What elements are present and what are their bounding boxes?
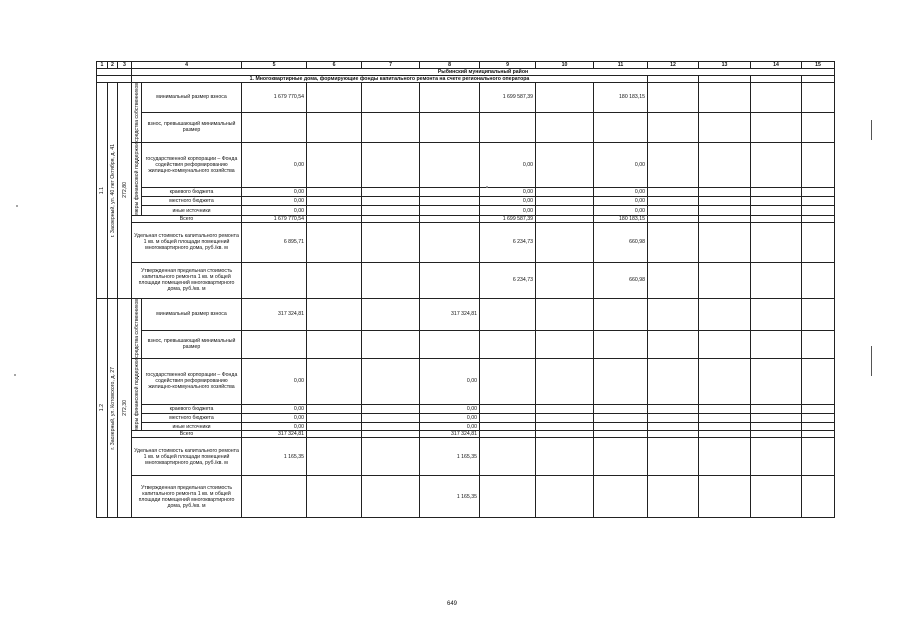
house-address-cell (108, 298, 118, 518)
column-number: 8 (420, 62, 480, 69)
table-cell (480, 112, 536, 142)
table-cell (536, 83, 594, 113)
table-row (97, 422, 835, 431)
table-cell (536, 476, 594, 518)
table-row (97, 405, 835, 414)
table-cell (699, 187, 751, 196)
row-label: взнос, превышающий минимальный размер (142, 112, 242, 142)
column-number: 6 (307, 62, 362, 69)
section-title: 1. Многоквартирные дома, формирующие фонды капитального ремонта на счете регионального оператора (132, 76, 648, 83)
table-cell (802, 112, 835, 142)
table-cell (751, 431, 802, 438)
value-cell: 0,00 (420, 414, 480, 423)
scan-mark (871, 120, 872, 140)
house-address-cell (108, 83, 118, 299)
value-cell: 0,00 (594, 187, 648, 196)
value-cell: 180 183,15 (594, 215, 648, 222)
value-cell: 317 324,81 (242, 431, 307, 438)
table-cell (307, 476, 362, 518)
table-cell (362, 187, 420, 196)
house-number: 1.2 (99, 404, 105, 412)
table-cell (362, 222, 420, 262)
value-cell (420, 262, 480, 298)
row-label: краевого бюджета (142, 187, 242, 196)
table-cell (307, 83, 362, 113)
table-cell (536, 358, 594, 405)
table-cell (751, 142, 802, 187)
table-cell (420, 330, 480, 358)
value-cell: 0,00 (420, 405, 480, 414)
table-cell (536, 222, 594, 262)
column-number: 12 (648, 62, 699, 69)
table-cell (307, 187, 362, 196)
table-cell (648, 476, 699, 518)
house-number-cell (97, 298, 108, 518)
table-row (97, 197, 835, 206)
table-cell (699, 262, 751, 298)
support-group-label: меры финансовой поддержки (134, 142, 140, 215)
house-number: 1.1 (99, 186, 105, 194)
value-cell: 1 165,35 (420, 438, 480, 476)
table-cell (307, 298, 362, 330)
column-number: 2 (108, 62, 118, 69)
value-cell (480, 414, 536, 423)
value-cell: 1 165,35 (242, 438, 307, 476)
table-cell (751, 83, 802, 113)
table-cell (802, 187, 835, 196)
table-cell (751, 262, 802, 298)
column-number: 13 (699, 62, 751, 69)
table-cell (648, 438, 699, 476)
table-cell (648, 358, 699, 405)
value-cell (480, 358, 536, 405)
column-number: 11 (594, 62, 648, 69)
table-cell (699, 405, 751, 414)
table-cell (648, 405, 699, 414)
value-cell: 0,00 (480, 206, 536, 215)
section-row (97, 76, 835, 83)
value-cell: 0,00 (594, 206, 648, 215)
value-cell: 0,00 (242, 206, 307, 215)
table-cell (751, 298, 802, 330)
table-cell (751, 358, 802, 405)
table-cell (802, 215, 835, 222)
table-cell (802, 206, 835, 215)
table-cell (802, 330, 835, 358)
table-cell (699, 222, 751, 262)
scan-speck (14, 374, 16, 376)
value-cell: 6 234,73 (480, 262, 536, 298)
value-cell (480, 298, 536, 330)
row-label: местного бюджета (142, 414, 242, 423)
table-cell (536, 422, 594, 431)
table-row (97, 142, 835, 187)
table-row (97, 358, 835, 405)
row-label: минимальный размер взноса (142, 83, 242, 113)
value-cell: 0,00 (242, 197, 307, 206)
support-group-label: меры финансовой поддержки (134, 358, 140, 431)
table-cell (699, 298, 751, 330)
row-label: Всего (132, 215, 242, 222)
value-cell: 660,98 (594, 222, 648, 262)
table-cell (648, 206, 699, 215)
table-cell (699, 112, 751, 142)
value-cell (480, 422, 536, 431)
value-cell: 317 324,81 (420, 298, 480, 330)
value-cell (420, 142, 480, 187)
table-cell (536, 405, 594, 414)
value-cell (420, 197, 480, 206)
scan-speck (486, 186, 488, 188)
row-label: Утвержденная предельная стоимость капитального ремонта 1 кв. м общей площади помещений многоквартирного дома, руб./кв. м (132, 476, 242, 518)
table-cell (699, 422, 751, 431)
value-cell: 0,00 (242, 142, 307, 187)
table-cell (536, 431, 594, 438)
row-label: иные источники (142, 206, 242, 215)
page-number: 649 (446, 601, 457, 607)
value-cell (420, 206, 480, 215)
column-number: 1 (97, 62, 108, 69)
table-row (97, 112, 835, 142)
table-row (97, 215, 835, 222)
value-cell: 0,00 (594, 197, 648, 206)
column-number: 3 (118, 62, 132, 69)
value-cell: 0,00 (242, 358, 307, 405)
value-cell (594, 438, 648, 476)
table-row (97, 262, 835, 298)
table-cell (802, 358, 835, 405)
table-cell (307, 414, 362, 423)
table-row (97, 476, 835, 518)
table-cell (536, 206, 594, 215)
owners-group-cell (132, 298, 142, 358)
table-cell (699, 476, 751, 518)
table-cell (307, 422, 362, 431)
table-cell (802, 76, 835, 83)
table-cell (648, 83, 699, 113)
table-cell (480, 330, 536, 358)
value-cell: 1 699 587,39 (480, 215, 536, 222)
table-cell (420, 112, 480, 142)
table-cell (362, 215, 420, 222)
support-group-cell (132, 142, 142, 215)
table-cell (307, 262, 362, 298)
table-row (97, 414, 835, 423)
value-cell (594, 298, 648, 330)
value-cell (594, 358, 648, 405)
table-cell (802, 422, 835, 431)
value-cell: 0,00 (242, 414, 307, 423)
house-area: 272,80 (121, 182, 128, 199)
table-cell (362, 476, 420, 518)
repair-plan-table (96, 61, 835, 518)
table-cell (648, 215, 699, 222)
owners-group-cell (132, 83, 142, 143)
table-cell (242, 112, 307, 142)
table-cell (648, 298, 699, 330)
value-cell (420, 215, 480, 222)
value-cell (594, 476, 648, 518)
table-cell (362, 405, 420, 414)
table-cell (699, 431, 751, 438)
value-cell: 1 679 770,54 (242, 215, 307, 222)
value-cell: 660,98 (594, 262, 648, 298)
table-cell (307, 112, 362, 142)
table-cell (802, 222, 835, 262)
table-cell (536, 298, 594, 330)
table-cell (307, 142, 362, 187)
table-cell (648, 262, 699, 298)
value-cell (594, 405, 648, 414)
table-cell (802, 405, 835, 414)
table-cell (648, 76, 699, 83)
table-row (97, 298, 835, 330)
table-cell (699, 414, 751, 423)
table-cell (362, 422, 420, 431)
table-cell (536, 414, 594, 423)
table-cell (648, 112, 699, 142)
table-cell (362, 112, 420, 142)
table-cell (648, 222, 699, 262)
region-title: Рыбинский муниципальный район (132, 69, 835, 76)
table-cell (802, 197, 835, 206)
value-cell: 317 324,81 (242, 298, 307, 330)
table-cell (362, 142, 420, 187)
house-address: г. Заозерный, ул. 40 лет Октября, д. 41 (110, 143, 116, 237)
table-cell (536, 438, 594, 476)
value-cell: 6 234,73 (480, 222, 536, 262)
table-cell (751, 330, 802, 358)
value-cell: 0,00 (420, 358, 480, 405)
value-cell: 180 183,15 (594, 83, 648, 113)
table-cell (699, 76, 751, 83)
table-cell (699, 330, 751, 358)
table-row (97, 431, 835, 438)
row-label: местного бюджета (142, 197, 242, 206)
table-cell (594, 112, 648, 142)
table-cell (648, 431, 699, 438)
table-cell (751, 112, 802, 142)
table-cell (648, 422, 699, 431)
table-cell (699, 215, 751, 222)
table-cell (242, 330, 307, 358)
table-cell (751, 76, 802, 83)
table-cell (751, 187, 802, 196)
table-cell (802, 431, 835, 438)
table-cell (699, 142, 751, 187)
value-cell (420, 187, 480, 196)
table-cell (97, 69, 132, 76)
table-row (97, 83, 835, 113)
table-cell (536, 187, 594, 196)
value-cell: 0,00 (480, 197, 536, 206)
table-cell (362, 83, 420, 113)
table-cell (802, 83, 835, 113)
table-cell (307, 215, 362, 222)
table-cell (307, 438, 362, 476)
value-cell: 0,00 (242, 187, 307, 196)
table-cell (362, 262, 420, 298)
table-cell (307, 358, 362, 405)
table-cell (536, 197, 594, 206)
table-cell (751, 206, 802, 215)
value-cell (420, 83, 480, 113)
table-cell (648, 142, 699, 187)
column-number: 15 (802, 62, 835, 69)
table-cell (648, 414, 699, 423)
row-label: государственной корпорации – Фонда содействия реформированию жилищно-коммунального хозяйства (142, 358, 242, 405)
table-cell (751, 197, 802, 206)
table-cell (536, 330, 594, 358)
row-label: Всего (132, 431, 242, 438)
table-cell (802, 262, 835, 298)
table-cell (751, 476, 802, 518)
table-cell (648, 330, 699, 358)
table-cell (594, 330, 648, 358)
table-cell (362, 206, 420, 215)
table-row (97, 330, 835, 358)
table-cell (699, 358, 751, 405)
value-cell (480, 431, 536, 438)
value-cell: 317 324,81 (420, 431, 480, 438)
house-area-cell (118, 83, 132, 299)
value-cell (594, 414, 648, 423)
value-cell: 1 165,35 (420, 476, 480, 518)
table-cell (362, 431, 420, 438)
table-cell (751, 405, 802, 414)
table-cell (699, 197, 751, 206)
value-cell: 0,00 (594, 142, 648, 187)
table-cell (648, 187, 699, 196)
column-number-row (97, 62, 835, 69)
house-number-cell (97, 83, 108, 299)
table-cell (536, 112, 594, 142)
table-cell (362, 358, 420, 405)
table-cell (536, 142, 594, 187)
table-row (97, 187, 835, 196)
table-cell (362, 298, 420, 330)
row-label: государственной корпорации – Фонда содействия реформированию жилищно-коммунального хозяйства (142, 142, 242, 187)
column-number: 4 (132, 62, 242, 69)
table-cell (699, 206, 751, 215)
row-label: Утвержденная предельная стоимость капитального ремонта 1 кв. м общей площади помещений многоквартирного дома, руб./кв. м (132, 262, 242, 298)
table-cell (648, 197, 699, 206)
row-label: Удельная стоимость капитального ремонта 1 кв. м общей площади помещений многоквартирного дома, руб./кв. м (132, 438, 242, 476)
table-cell (802, 476, 835, 518)
table-cell (307, 222, 362, 262)
table-cell (362, 197, 420, 206)
value-cell: 1 699 587,39 (480, 83, 536, 113)
table-cell (307, 405, 362, 414)
table-cell (751, 222, 802, 262)
table-cell (751, 422, 802, 431)
owners-group-label: средства собственников (134, 83, 140, 142)
value-cell (480, 405, 536, 414)
table-cell (362, 414, 420, 423)
value-cell: 0,00 (242, 405, 307, 414)
column-number: 7 (362, 62, 420, 69)
row-label: минимальный размер взноса (142, 298, 242, 330)
table-row (97, 206, 835, 215)
support-group-cell (132, 358, 142, 431)
value-cell: 6 895,71 (242, 222, 307, 262)
value-cell (242, 262, 307, 298)
value-cell: 0,00 (480, 142, 536, 187)
scan-speck (16, 205, 18, 207)
table-cell (699, 83, 751, 113)
value-cell (594, 422, 648, 431)
value-cell: 1 679 770,54 (242, 83, 307, 113)
table-cell (802, 142, 835, 187)
value-cell: 0,00 (242, 422, 307, 431)
column-number: 9 (480, 62, 536, 69)
table-cell (307, 197, 362, 206)
value-cell (242, 476, 307, 518)
table-row (97, 222, 835, 262)
row-label: Удельная стоимость капитального ремонта 1 кв. м общей площади помещений многоквартирного дома, руб./кв. м (132, 222, 242, 262)
row-label: иные источники (142, 422, 242, 431)
table-cell (536, 262, 594, 298)
column-number: 5 (242, 62, 307, 69)
value-cell: 0,00 (420, 422, 480, 431)
table-cell (536, 215, 594, 222)
table-cell (307, 431, 362, 438)
table-cell (97, 76, 132, 83)
house-address: г. Заозерный, ул. Котовского, д. 27 (110, 366, 116, 450)
table-cell (307, 206, 362, 215)
table-cell (802, 298, 835, 330)
region-row (97, 69, 835, 76)
table-sheet (96, 61, 824, 518)
value-cell (480, 438, 536, 476)
table-cell (362, 330, 420, 358)
column-number: 14 (751, 62, 802, 69)
owners-group-label: средства собственников (134, 298, 140, 358)
value-cell (420, 222, 480, 262)
table-cell (362, 438, 420, 476)
house-area-cell (118, 298, 132, 518)
table-cell (699, 438, 751, 476)
house-area: 272,30 (121, 400, 128, 416)
table-cell (802, 414, 835, 423)
scan-mark (871, 346, 872, 376)
table-cell (751, 215, 802, 222)
table-cell (751, 438, 802, 476)
value-cell (594, 431, 648, 438)
table-cell (307, 330, 362, 358)
table-cell (802, 438, 835, 476)
row-label: взнос, превышающий минимальный размер (142, 330, 242, 358)
table-row (97, 438, 835, 476)
table-cell (751, 414, 802, 423)
row-label: краевого бюджета (142, 405, 242, 414)
column-number: 10 (536, 62, 594, 69)
value-cell: 0,00 (480, 187, 536, 196)
value-cell (480, 476, 536, 518)
